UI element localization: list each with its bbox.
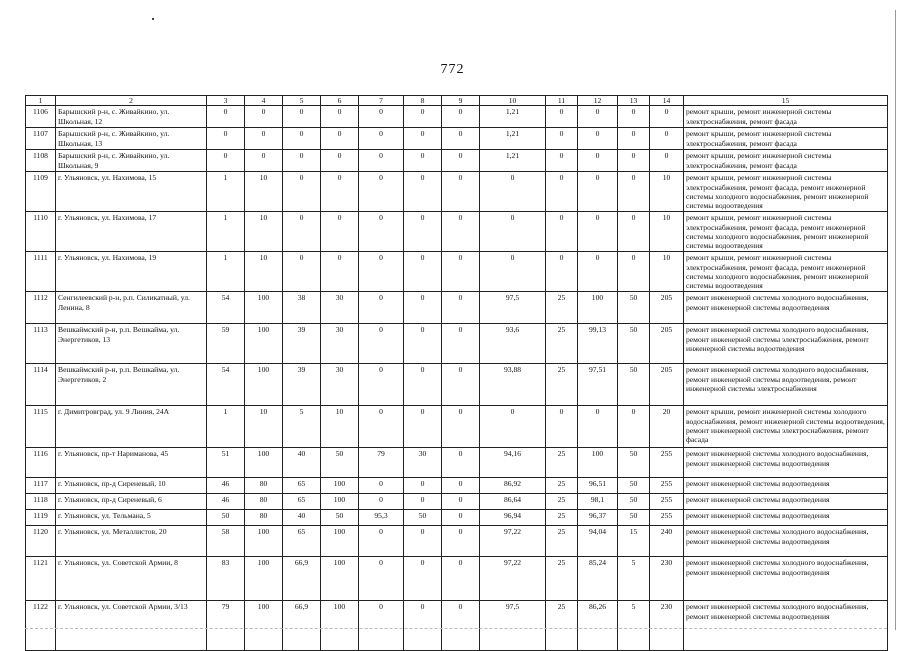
cell-value: 38 bbox=[283, 292, 321, 324]
cell-value: 79 bbox=[359, 448, 404, 478]
table-row bbox=[26, 448, 888, 478]
table-row bbox=[26, 601, 888, 651]
cell-value: 0 bbox=[650, 106, 684, 128]
cell-value: 0 bbox=[442, 252, 480, 292]
cell-value: 0 bbox=[618, 150, 650, 172]
cell-value: 230 bbox=[650, 557, 684, 601]
cell-value: 0 bbox=[404, 406, 442, 448]
cell-value: 10 bbox=[245, 172, 283, 212]
cell-value: 85,24 bbox=[578, 557, 618, 601]
cell-address: Барышский р-н, с. Живайкино, ул. Школьная, 12 bbox=[56, 106, 207, 128]
cell-value: 0 bbox=[245, 106, 283, 128]
table-row bbox=[26, 510, 888, 526]
cell-value: 100 bbox=[245, 324, 283, 364]
cell-work-types: ремонт крыши, ремонт инженерной системы холодного водоснабжения, ремонт инженерной системы водоотведения, ремонт инженерной системы электроснабжения, ремонт фасада bbox=[684, 406, 888, 448]
cell-value: 10 bbox=[650, 172, 684, 212]
cell-value: 96,94 bbox=[480, 510, 546, 526]
cell-value: 25 bbox=[546, 478, 578, 494]
cell-value: 0 bbox=[404, 150, 442, 172]
table-row bbox=[26, 252, 888, 292]
cell-value: 10 bbox=[245, 406, 283, 448]
column-header: 12 bbox=[578, 96, 618, 106]
cell-value: 65 bbox=[283, 494, 321, 510]
cell-row-number: 1113 bbox=[26, 324, 56, 364]
cell-value: 96,51 bbox=[578, 478, 618, 494]
table-row bbox=[26, 150, 888, 172]
bottom-dashed-line bbox=[25, 628, 887, 629]
cell-work-types: ремонт крыши, ремонт инженерной системы электроснабжения, ремонт фасада, ремонт инженерной системы холодного водоснабжения, ремонт инженерной системы водоотведения bbox=[684, 252, 888, 292]
cell-value: 0 bbox=[442, 494, 480, 510]
cell-value: 0 bbox=[207, 128, 245, 150]
cell-value: 0 bbox=[321, 150, 359, 172]
cell-value: 240 bbox=[650, 526, 684, 557]
cell-value: 0 bbox=[480, 252, 546, 292]
cell-value: 20 bbox=[650, 406, 684, 448]
cell-value: 0 bbox=[321, 212, 359, 252]
cell-value: 0 bbox=[359, 172, 404, 212]
column-header: 13 bbox=[618, 96, 650, 106]
table-row bbox=[26, 212, 888, 252]
cell-value: 97,22 bbox=[480, 557, 546, 601]
cell-value: 30 bbox=[321, 364, 359, 406]
cell-work-types: ремонт инженерной системы холодного водоснабжения, ремонт инженерной системы водоотведения bbox=[684, 526, 888, 557]
table-row bbox=[26, 526, 888, 557]
cell-address: г. Ульяновск, ул. Нахимова, 19 bbox=[56, 252, 207, 292]
cell-value: 0 bbox=[618, 252, 650, 292]
cell-row-number: 1107 bbox=[26, 128, 56, 150]
table-row bbox=[26, 364, 888, 406]
cell-row-number: 1108 bbox=[26, 150, 56, 172]
cell-value: 0 bbox=[442, 364, 480, 406]
cell-value: 0 bbox=[245, 150, 283, 172]
cell-value: 25 bbox=[546, 557, 578, 601]
cell-address: г. Ульяновск, ул. Нахимова, 17 bbox=[56, 212, 207, 252]
cell-value: 1 bbox=[207, 212, 245, 252]
cell-value: 25 bbox=[546, 324, 578, 364]
cell-value: 66,9 bbox=[283, 601, 321, 651]
cell-row-number: 1122 bbox=[26, 601, 56, 651]
cell-row-number: 1121 bbox=[26, 557, 56, 601]
column-header: 10 bbox=[480, 96, 546, 106]
cell-value: 205 bbox=[650, 364, 684, 406]
cell-value: 80 bbox=[245, 494, 283, 510]
cell-value: 0 bbox=[359, 526, 404, 557]
column-header: 2 bbox=[56, 96, 207, 106]
table-row bbox=[26, 557, 888, 601]
cell-value: 25 bbox=[546, 292, 578, 324]
cell-value: 54 bbox=[207, 292, 245, 324]
cell-value: 25 bbox=[546, 494, 578, 510]
cell-value: 0 bbox=[359, 478, 404, 494]
cell-value: 1,21 bbox=[480, 106, 546, 128]
table-row bbox=[26, 292, 888, 324]
column-header: 7 bbox=[359, 96, 404, 106]
cell-work-types: ремонт инженерной системы холодного водоснабжения, ремонт инженерной системы водоотведения bbox=[684, 601, 888, 651]
table-row bbox=[26, 406, 888, 448]
cell-value: 0 bbox=[359, 150, 404, 172]
cell-value: 0 bbox=[442, 601, 480, 651]
cell-value: 0 bbox=[404, 526, 442, 557]
cell-value: 0 bbox=[404, 292, 442, 324]
cell-value: 0 bbox=[404, 172, 442, 212]
page-number: 772 bbox=[440, 62, 465, 77]
cell-work-types: ремонт инженерной системы холодного водоснабжения, ремонт инженерной системы водоотведения bbox=[684, 448, 888, 478]
column-header: 4 bbox=[245, 96, 283, 106]
cell-value: 40 bbox=[283, 448, 321, 478]
cell-value: 0 bbox=[283, 172, 321, 212]
cell-value: 50 bbox=[321, 448, 359, 478]
cell-work-types: ремонт инженерной системы водоотведения bbox=[684, 478, 888, 494]
cell-value: 0 bbox=[283, 128, 321, 150]
cell-value: 0 bbox=[283, 252, 321, 292]
repair-registry-table bbox=[25, 95, 888, 651]
header-row bbox=[26, 96, 888, 106]
cell-value: 0 bbox=[546, 172, 578, 212]
cell-row-number: 1106 bbox=[26, 106, 56, 128]
cell-work-types: ремонт инженерной системы холодного водоснабжения, ремонт инженерной системы водоотведения bbox=[684, 557, 888, 601]
cell-value: 100 bbox=[321, 601, 359, 651]
cell-value: 66,9 bbox=[283, 557, 321, 601]
cell-value: 25 bbox=[546, 526, 578, 557]
cell-value: 100 bbox=[245, 448, 283, 478]
cell-value: 0 bbox=[650, 128, 684, 150]
column-header: 1 bbox=[26, 96, 56, 106]
cell-value: 50 bbox=[404, 510, 442, 526]
cell-value: 86,92 bbox=[480, 478, 546, 494]
cell-value: 255 bbox=[650, 494, 684, 510]
cell-address: г. Димитровград, ул. 9 Линия, 24А bbox=[56, 406, 207, 448]
cell-value: 0 bbox=[442, 448, 480, 478]
cell-value: 0 bbox=[442, 557, 480, 601]
cell-address: Вешкаймский р-н, р.п. Вешкайма, ул. Энергетиков, 13 bbox=[56, 324, 207, 364]
table-row bbox=[26, 128, 888, 150]
column-header: 15 bbox=[684, 96, 888, 106]
cell-value: 25 bbox=[546, 601, 578, 651]
cell-address: Вешкаймский р-н, р.п. Вешкайма, ул. Энергетиков, 2 bbox=[56, 364, 207, 406]
cell-value: 30 bbox=[321, 324, 359, 364]
cell-value: 58 bbox=[207, 526, 245, 557]
cell-value: 0 bbox=[442, 212, 480, 252]
cell-value: 255 bbox=[650, 510, 684, 526]
cell-address: г. Ульяновск, ул. Тельмана, 5 bbox=[56, 510, 207, 526]
cell-value: 100 bbox=[245, 557, 283, 601]
cell-value: 100 bbox=[321, 526, 359, 557]
cell-value: 50 bbox=[618, 324, 650, 364]
cell-value: 0 bbox=[283, 212, 321, 252]
cell-work-types: ремонт инженерной системы холодного водоснабжения, ремонт инженерной системы электроснабжения, ремонт инженерной системы водоотведения bbox=[684, 324, 888, 364]
cell-row-number: 1111 bbox=[26, 252, 56, 292]
cell-value: 50 bbox=[321, 510, 359, 526]
column-header: 8 bbox=[404, 96, 442, 106]
cell-value: 0 bbox=[442, 128, 480, 150]
cell-value: 46 bbox=[207, 494, 245, 510]
cell-value: 93,88 bbox=[480, 364, 546, 406]
cell-value: 25 bbox=[546, 448, 578, 478]
cell-value: 46 bbox=[207, 478, 245, 494]
cell-row-number: 1114 bbox=[26, 364, 56, 406]
cell-value: 0 bbox=[442, 292, 480, 324]
cell-value: 0 bbox=[618, 406, 650, 448]
cell-value: 230 bbox=[650, 601, 684, 651]
cell-value: 59 bbox=[207, 324, 245, 364]
cell-value: 0 bbox=[359, 364, 404, 406]
cell-row-number: 1109 bbox=[26, 172, 56, 212]
cell-address: Барышский р-н, с. Живайкино, ул. Школьная, 9 bbox=[56, 150, 207, 172]
cell-value: 0 bbox=[442, 478, 480, 494]
cell-value: 0 bbox=[207, 106, 245, 128]
cell-value: 0 bbox=[578, 128, 618, 150]
cell-work-types: ремонт крыши, ремонт инженерной системы электроснабжения, ремонт фасада bbox=[684, 106, 888, 128]
cell-value: 15 bbox=[618, 526, 650, 557]
cell-work-types: ремонт крыши, ремонт инженерной системы электроснабжения, ремонт фасада, ремонт инженерной системы холодного водоснабжения, ремонт инженерной системы водоотведения bbox=[684, 212, 888, 252]
cell-value: 97,22 bbox=[480, 526, 546, 557]
cell-value: 0 bbox=[618, 128, 650, 150]
cell-value: 0 bbox=[546, 150, 578, 172]
cell-value: 255 bbox=[650, 478, 684, 494]
cell-value: 100 bbox=[321, 557, 359, 601]
cell-value: 99,13 bbox=[578, 324, 618, 364]
cell-value: 25 bbox=[546, 364, 578, 406]
cell-row-number: 1118 bbox=[26, 494, 56, 510]
cell-value: 5 bbox=[618, 557, 650, 601]
cell-value: 86,26 bbox=[578, 601, 618, 651]
cell-value: 50 bbox=[618, 478, 650, 494]
cell-value: 100 bbox=[321, 478, 359, 494]
column-header: 14 bbox=[650, 96, 684, 106]
cell-value: 0 bbox=[404, 494, 442, 510]
cell-value: 0 bbox=[359, 557, 404, 601]
cell-value: 0 bbox=[442, 510, 480, 526]
cell-row-number: 1116 bbox=[26, 448, 56, 478]
cell-value: 50 bbox=[207, 510, 245, 526]
cell-value: 0 bbox=[618, 172, 650, 212]
cell-value: 1 bbox=[207, 252, 245, 292]
cell-value: 0 bbox=[359, 212, 404, 252]
cell-value: 0 bbox=[404, 212, 442, 252]
cell-value: 5 bbox=[618, 601, 650, 651]
cell-value: 0 bbox=[404, 557, 442, 601]
cell-value: 98,1 bbox=[578, 494, 618, 510]
column-header: 11 bbox=[546, 96, 578, 106]
cell-address: Сенгилеевский р-н, р.п. Силикатный, ул. Ленина, 8 bbox=[56, 292, 207, 324]
cell-value: 0 bbox=[359, 494, 404, 510]
table-row bbox=[26, 478, 888, 494]
cell-value: 25 bbox=[546, 510, 578, 526]
cell-value: 79 bbox=[207, 601, 245, 651]
cell-value: 40 bbox=[283, 510, 321, 526]
cell-value: 10 bbox=[321, 406, 359, 448]
cell-row-number: 1115 bbox=[26, 406, 56, 448]
cell-value: 95,3 bbox=[359, 510, 404, 526]
cell-value: 10 bbox=[245, 212, 283, 252]
cell-value: 97,51 bbox=[578, 364, 618, 406]
cell-value: 1,21 bbox=[480, 150, 546, 172]
cell-value: 50 bbox=[618, 448, 650, 478]
cell-value: 0 bbox=[442, 106, 480, 128]
cell-value: 0 bbox=[442, 406, 480, 448]
cell-value: 0 bbox=[321, 252, 359, 292]
cell-value: 10 bbox=[650, 252, 684, 292]
cell-value: 0 bbox=[359, 292, 404, 324]
column-header: 5 bbox=[283, 96, 321, 106]
cell-address: г. Ульяновск, ул. Нахимова, 15 bbox=[56, 172, 207, 212]
cell-value: 0 bbox=[578, 406, 618, 448]
cell-work-types: ремонт инженерной системы водоотведения bbox=[684, 494, 888, 510]
table-row bbox=[26, 494, 888, 510]
cell-work-types: ремонт крыши, ремонт инженерной системы электроснабжения, ремонт фасада bbox=[684, 150, 888, 172]
cell-value: 39 bbox=[283, 364, 321, 406]
cell-value: 0 bbox=[359, 601, 404, 651]
cell-value: 80 bbox=[245, 478, 283, 494]
cell-value: 0 bbox=[359, 128, 404, 150]
cell-value: 0 bbox=[321, 128, 359, 150]
column-header: 3 bbox=[207, 96, 245, 106]
cell-value: 97,5 bbox=[480, 292, 546, 324]
cell-value: 0 bbox=[546, 212, 578, 252]
cell-value: 93,6 bbox=[480, 324, 546, 364]
cell-value: 1 bbox=[207, 172, 245, 212]
cell-value: 0 bbox=[404, 601, 442, 651]
cell-value: 0 bbox=[480, 406, 546, 448]
cell-value: 100 bbox=[578, 292, 618, 324]
table-row bbox=[26, 106, 888, 128]
cell-value: 80 bbox=[245, 510, 283, 526]
cell-value: 0 bbox=[404, 252, 442, 292]
cell-value: 94,04 bbox=[578, 526, 618, 557]
cell-value: 30 bbox=[404, 448, 442, 478]
cell-value: 0 bbox=[480, 212, 546, 252]
cell-value: 0 bbox=[578, 212, 618, 252]
cell-value: 97,5 bbox=[480, 601, 546, 651]
cell-value: 50 bbox=[618, 494, 650, 510]
cell-value: 94,16 bbox=[480, 448, 546, 478]
cell-value: 100 bbox=[321, 494, 359, 510]
cell-value: 0 bbox=[283, 106, 321, 128]
cell-work-types: ремонт инженерной системы холодного водоснабжения, ремонт инженерной системы водоотведения, ремонт инженерной системы электроснабжения bbox=[684, 364, 888, 406]
cell-row-number: 1120 bbox=[26, 526, 56, 557]
cell-value: 0 bbox=[207, 150, 245, 172]
cell-value: 0 bbox=[404, 324, 442, 364]
cell-value: 0 bbox=[442, 324, 480, 364]
cell-value: 50 bbox=[618, 292, 650, 324]
cell-value: 54 bbox=[207, 364, 245, 406]
cell-row-number: 1110 bbox=[26, 212, 56, 252]
cell-value: 0 bbox=[404, 128, 442, 150]
cell-value: 0 bbox=[359, 106, 404, 128]
cell-value: 0 bbox=[442, 526, 480, 557]
table-header bbox=[26, 96, 888, 106]
table-row bbox=[26, 172, 888, 212]
cell-value: 1 bbox=[207, 406, 245, 448]
cell-address: Барышский р-н, с. Живайкино, ул. Школьная, 13 bbox=[56, 128, 207, 150]
cell-value: 0 bbox=[578, 252, 618, 292]
cell-value: 0 bbox=[618, 106, 650, 128]
cell-value: 205 bbox=[650, 324, 684, 364]
cell-value: 100 bbox=[245, 292, 283, 324]
cell-address: г. Ульяновск, ул. Советской Армии, 3/13 bbox=[56, 601, 207, 651]
cell-address: г. Ульяновск, ул. Металлистов, 20 bbox=[56, 526, 207, 557]
cell-row-number: 1112 bbox=[26, 292, 56, 324]
cell-value: 0 bbox=[283, 150, 321, 172]
cell-value: 65 bbox=[283, 478, 321, 494]
page-edge-line bbox=[895, 10, 896, 630]
cell-work-types: ремонт крыши, ремонт инженерной системы электроснабжения, ремонт фасада bbox=[684, 128, 888, 150]
scan-speck bbox=[152, 18, 154, 20]
cell-value: 65 bbox=[283, 526, 321, 557]
cell-value: 100 bbox=[245, 364, 283, 406]
table-body bbox=[26, 106, 888, 651]
cell-value: 1,21 bbox=[480, 128, 546, 150]
cell-value: 39 bbox=[283, 324, 321, 364]
cell-value: 51 bbox=[207, 448, 245, 478]
cell-value: 0 bbox=[578, 150, 618, 172]
cell-value: 205 bbox=[650, 292, 684, 324]
cell-value: 0 bbox=[618, 212, 650, 252]
table-row bbox=[26, 324, 888, 364]
cell-row-number: 1117 bbox=[26, 478, 56, 494]
cell-value: 0 bbox=[578, 172, 618, 212]
cell-address: г. Ульяновск, пр-д Сиреневый, 10 bbox=[56, 478, 207, 494]
cell-value: 96,37 bbox=[578, 510, 618, 526]
cell-value: 0 bbox=[404, 106, 442, 128]
cell-value: 10 bbox=[650, 212, 684, 252]
cell-value: 0 bbox=[359, 406, 404, 448]
cell-value: 100 bbox=[578, 448, 618, 478]
cell-work-types: ремонт крыши, ремонт инженерной системы электроснабжения, ремонт фасада, ремонт инженерной системы холодного водоснабжения, ремонт инженерной системы водоотведения bbox=[684, 172, 888, 212]
cell-value: 0 bbox=[578, 106, 618, 128]
cell-address: г. Ульяновск, пр-д Сиреневый, 6 bbox=[56, 494, 207, 510]
cell-value: 50 bbox=[618, 364, 650, 406]
cell-work-types: ремонт инженерной системы холодного водоснабжения, ремонт инженерной системы водоотведения bbox=[684, 292, 888, 324]
cell-address: г. Ульяновск, ул. Советской Армии, 8 bbox=[56, 557, 207, 601]
cell-row-number: 1119 bbox=[26, 510, 56, 526]
cell-value: 30 bbox=[321, 292, 359, 324]
cell-value: 10 bbox=[245, 252, 283, 292]
cell-value: 50 bbox=[618, 510, 650, 526]
column-header: 6 bbox=[321, 96, 359, 106]
cell-value: 5 bbox=[283, 406, 321, 448]
cell-value: 0 bbox=[321, 106, 359, 128]
cell-value: 0 bbox=[442, 172, 480, 212]
cell-value: 0 bbox=[480, 172, 546, 212]
cell-value: 0 bbox=[546, 252, 578, 292]
cell-value: 0 bbox=[404, 478, 442, 494]
cell-value: 0 bbox=[321, 172, 359, 212]
cell-value: 255 bbox=[650, 448, 684, 478]
cell-value: 100 bbox=[245, 601, 283, 651]
column-header: 9 bbox=[442, 96, 480, 106]
cell-value: 86,64 bbox=[480, 494, 546, 510]
cell-value: 0 bbox=[546, 128, 578, 150]
cell-value: 0 bbox=[245, 128, 283, 150]
cell-value: 100 bbox=[245, 526, 283, 557]
cell-value: 0 bbox=[546, 106, 578, 128]
cell-value: 0 bbox=[359, 252, 404, 292]
cell-value: 0 bbox=[442, 150, 480, 172]
cell-value: 0 bbox=[650, 150, 684, 172]
cell-work-types: ремонт инженерной системы водоотведения bbox=[684, 510, 888, 526]
cell-value: 83 bbox=[207, 557, 245, 601]
cell-value: 0 bbox=[404, 364, 442, 406]
cell-value: 0 bbox=[546, 406, 578, 448]
cell-value: 0 bbox=[359, 324, 404, 364]
cell-address: г. Ульяновск, пр-т Нариманова, 45 bbox=[56, 448, 207, 478]
